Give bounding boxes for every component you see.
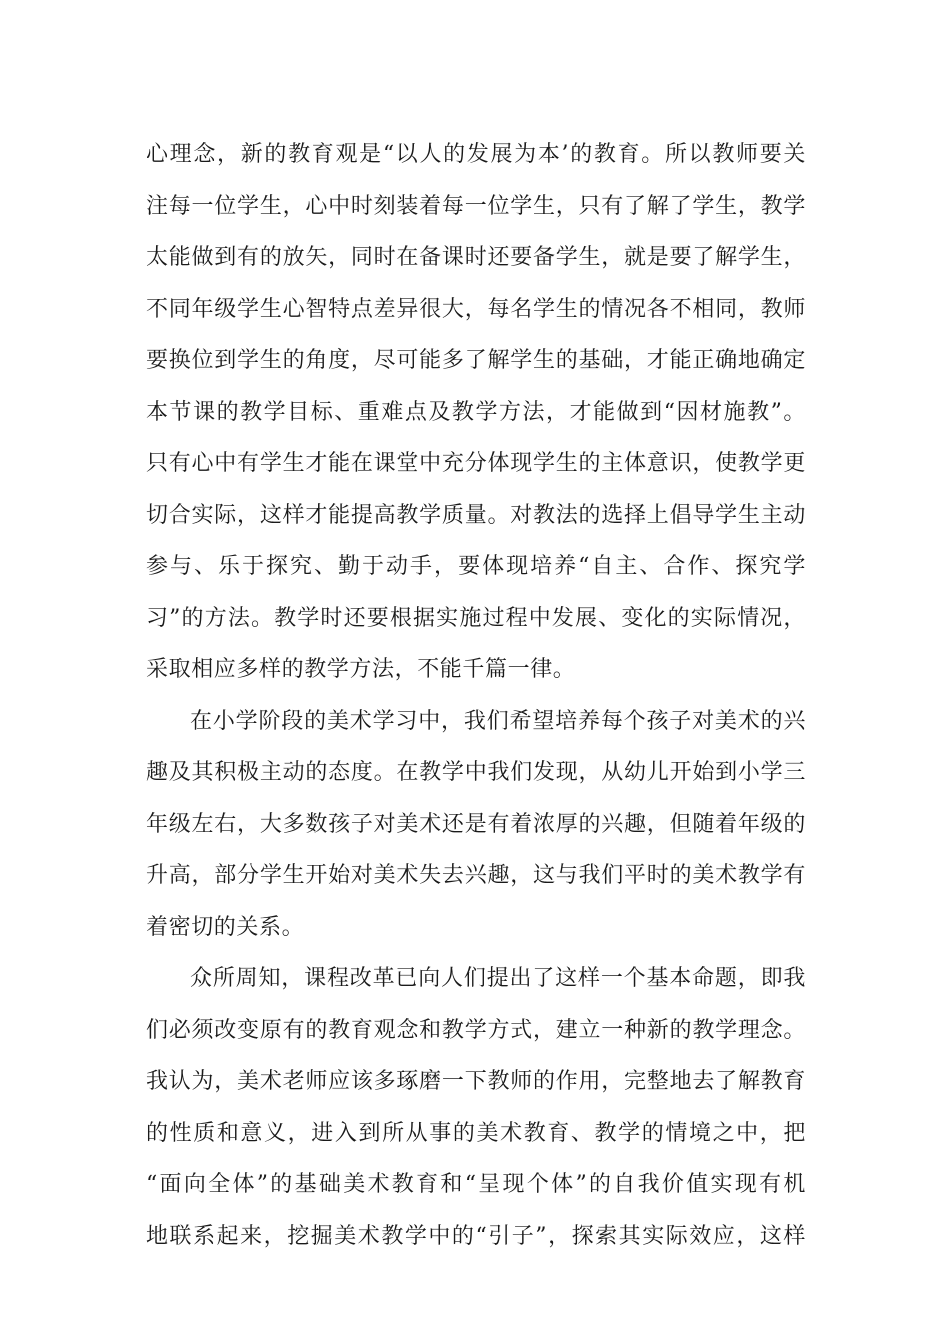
paragraph-first-line: 众所周知，课程改革已向人们提出了这样一个基本命题，即我 bbox=[190, 966, 806, 991]
text-line: 注每一位学生，心中时刻装着每一位学生，只有了解了学生，教学 bbox=[146, 193, 806, 219]
text-line: 年级左右，大多数孩子对美术还是有着浓厚的兴趣，但随着年级的 bbox=[146, 811, 806, 837]
text-line: 趣及其积极主动的态度。在教学中我们发现，从幼儿开始到小学三 bbox=[146, 760, 806, 785]
text-line: 本节课的教学目标、重难点及教学方法，才能做到“因材施教”。 bbox=[146, 399, 806, 425]
text-line: 心理念，新的教育观是“以人的发展为本’的教育。所以教师要关 bbox=[146, 142, 806, 167]
paragraph-first-line: 在小学阶段的美术学习中，我们希望培养每个孩子对美术的兴 bbox=[190, 708, 806, 734]
text-line: 切合实际，这样才能提高教学质量。对教法的选择上倡导学生主动 bbox=[146, 502, 806, 528]
text-line: 只有心中有学生才能在课堂中充分体现学生的主体意识，使教学更 bbox=[146, 451, 806, 476]
text-line: 参与、乐于探究、勤于动手，要体现培养“自主、合作、探究学 bbox=[146, 554, 806, 579]
text-line: 的性质和意义，进入到所从事的美术教育、教学的情境之中，把 bbox=[146, 1120, 806, 1146]
text-line: 地联系起来，挖掘美术教学中的“引子”，探索其实际效应，这样 bbox=[146, 1223, 806, 1249]
text-line: 要换位到学生的角度，尽可能多了解学生的基础，才能正确地确定 bbox=[146, 348, 806, 373]
text-line: “面向全体”的基础美术教育和“呈现个体”的自我价值实现有机 bbox=[146, 1172, 806, 1197]
paragraph-end-line: 采取相应多样的教学方法，不能千篇一律。 bbox=[146, 657, 576, 682]
text-line: 习”的方法。教学时还要根据实施过程中发展、变化的实际情况， bbox=[146, 605, 806, 631]
text-line: 升高，部分学生开始对美术失去兴趣，这与我们平时的美术教学有 bbox=[146, 863, 806, 888]
text-line: 太能做到有的放矢，同时在备课时还要备学生，就是要了解学生， bbox=[146, 245, 806, 270]
text-line: 们必须改变原有的教育观念和教学方式，建立一种新的教学理念。 bbox=[146, 1017, 806, 1043]
body-text bbox=[146, 129, 806, 1262]
text-line: 我认为，美术老师应该多琢磨一下教师的作用，完整地去了解教育 bbox=[146, 1069, 806, 1094]
text-line: 不同年级学生心智特点差异很大，每名学生的情况各不相同，教师 bbox=[146, 296, 806, 322]
paragraph-end-line: 着密切的关系。 bbox=[146, 914, 305, 940]
